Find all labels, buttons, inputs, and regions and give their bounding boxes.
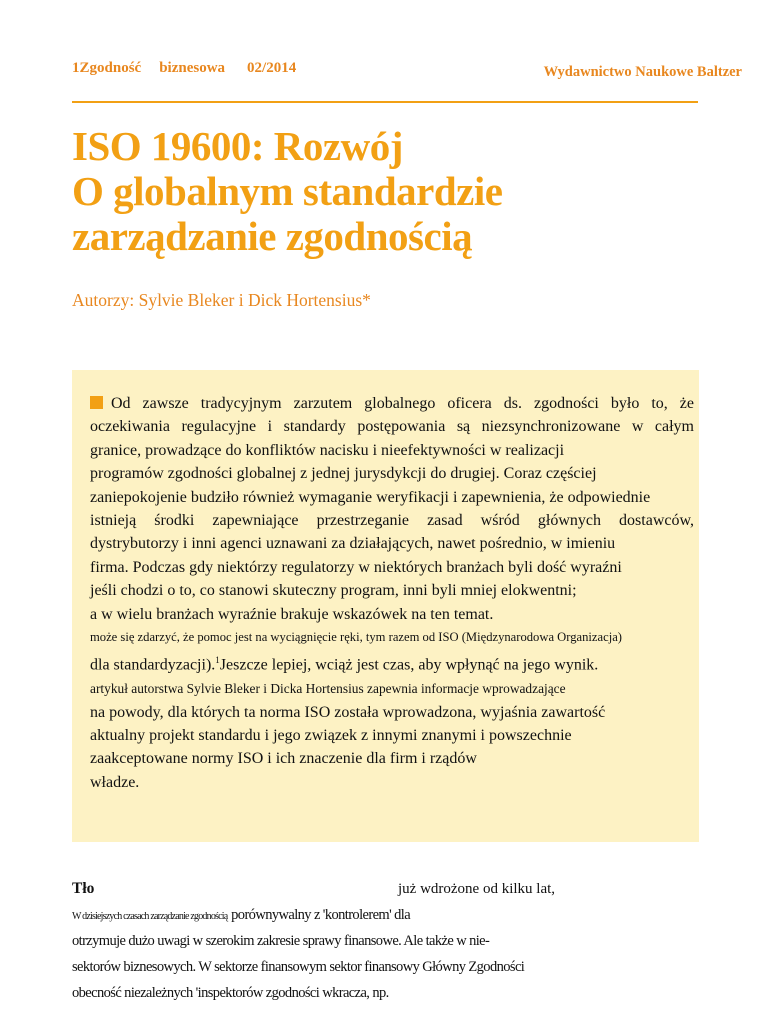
body-text: porównywalny z 'kontrolerem' dla [231,907,411,923]
body-line [72,876,692,902]
header-divider [72,101,698,103]
abstract-line: dystrybutorzy i inni agenci uznawani za działających, nawet pośrednio, w imieniu [90,535,616,553]
body-text: W dzisiejszych czasach zarządzanie zgodnością [72,911,228,922]
body-line: otrzymuje dużo uwagi w szerokim zakresie sprawy finansowe. Ale także w nie- [72,933,490,949]
body-text: już wdrożone od kilku lat, [398,881,556,897]
abstract-line: programów zgodności globalnej z jednej jurysdykcji do drugiej. Coraz częściej [90,465,597,483]
abstract-line: może się zdarzyć, że pomoc jest na wyciągnięcie ręki, tym razem od ISO (Międzynarodowa Organizacja) [90,630,622,645]
journal-issue: 02/2014 [247,60,297,76]
title-line: zarządzanie zgodnością [72,213,473,259]
abstract-line: aktualny projekt standardu i jego związek z innymi znanymi i powszechnie [90,726,572,744]
body-line: obecność niezależnych 'inspektorów zgodności wkracza, np. [72,985,389,1001]
title-line: O globalnym standardzie [72,168,503,214]
page-header [72,60,742,84]
abstract-box [72,370,699,842]
abstract-line: oczekiwania regulacyjne i standardy postępowania są niezsynchronizowane w całym [90,418,694,436]
abstract-line: zaakceptowane normy ISO i ich znaczenie dla firm i rządów [90,750,477,768]
abstract-line: firma. Podczas gdy niektórzy regulatorzy w niektórych branżach byli dość wyraźni [90,558,622,576]
body-line: sektorów biznesowych. W sektorze finansowym sektor finansowy Główny Zgodności [72,959,525,975]
publisher-name: Wydawnictwo Naukowe Baltzer [543,64,742,80]
article-authors: Autorzy: Sylvie Bleker i Dick Hortensius* [72,290,371,310]
title-line: ISO 19600: Rozwój [72,123,403,169]
abstract-line: zaniepokojenie budziło również wymaganie weryfikacji i zapewnienia, że odpowiednie [90,488,651,506]
article-title [72,124,502,259]
abstract-line: a w wielu branżach wyraźnie brakuje wskazówek na ten temat. [90,605,494,623]
abstract-line: artykuł autorstwa Sylvie Bleker i Dicka Hortensius zapewnia informacje wprowadzające [90,681,566,697]
abstract-line: władze. [90,773,140,791]
journal-name: 1Zgodność [72,60,142,76]
square-bullet-icon [90,396,103,409]
abstract-text [90,392,694,794]
footnote-mark: 1 [215,655,220,666]
abstract-line: dla standardyzacji).$^1$Jeszcze lepiej, wciąż jest czas, aby wpłynąć na jego wynik. [90,655,599,674]
abstract-line: istnieją środki zapewniające przestrzeganie zasad wśród głównych dostawców, [90,512,694,529]
section-heading: Tło [72,880,95,897]
abstract-line: Od zawsze tradycyjnym zarzutem globalnego oficera ds. zgodności było to, że [90,392,694,415]
background-section [72,876,692,1006]
journal-subject: biznesowa [159,60,226,76]
body-line [72,902,692,928]
abstract-line: jeśli chodzi o to, co stanowi skuteczny program, inni byli mniej elokwentni; [90,582,577,600]
abstract-line: granice, prowadzące do konfliktów nacisku i nieefektywności w realizacji [90,441,565,459]
abstract-line: na powody, dla których ta norma ISO została wprowadzona, wyjaśnia zawartość [90,703,606,721]
journal-info [72,60,318,77]
